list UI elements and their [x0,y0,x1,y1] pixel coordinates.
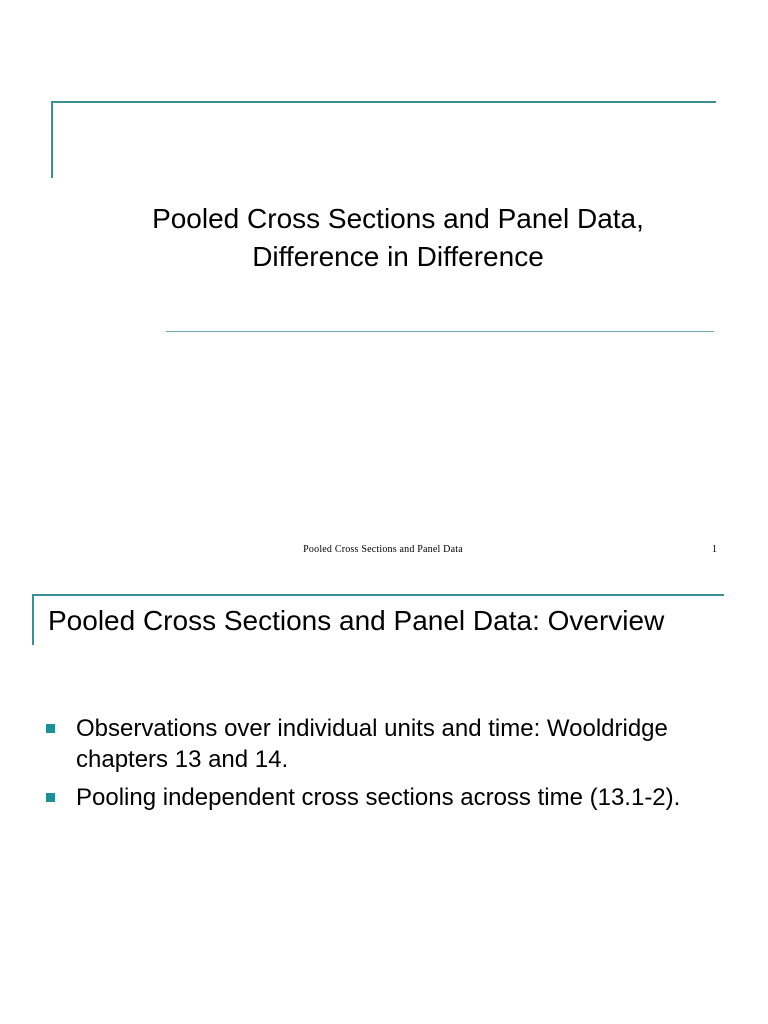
list-item [46,782,736,813]
square-bullet-icon [46,793,55,802]
frame-top-line [32,594,724,596]
slide-1-title [0,200,768,276]
frame-left-line [51,101,53,178]
frame-top-line [51,101,716,103]
frame-left-line [32,594,34,645]
slide-footer: Pooled Cross Sections and Panel Data [303,544,463,555]
page-number: 1 [712,544,717,555]
bullet-list [46,713,736,820]
slide-2 [0,575,768,1024]
title-line-2: Difference in Difference [252,241,544,272]
bullet-text: Pooling independent cross sections across time (13.1-2). [76,784,681,811]
list-item [46,713,736,775]
title-underline [166,331,714,332]
title-line-1: Pooled Cross Sections and Panel Data, [152,203,644,234]
slide-2-title: Pooled Cross Sections and Panel Data: Overview [48,605,665,636]
bullet-text: Observations over individual units and time: Wooldridge chapters 13 and 14. [76,715,668,773]
square-bullet-icon [46,724,55,733]
